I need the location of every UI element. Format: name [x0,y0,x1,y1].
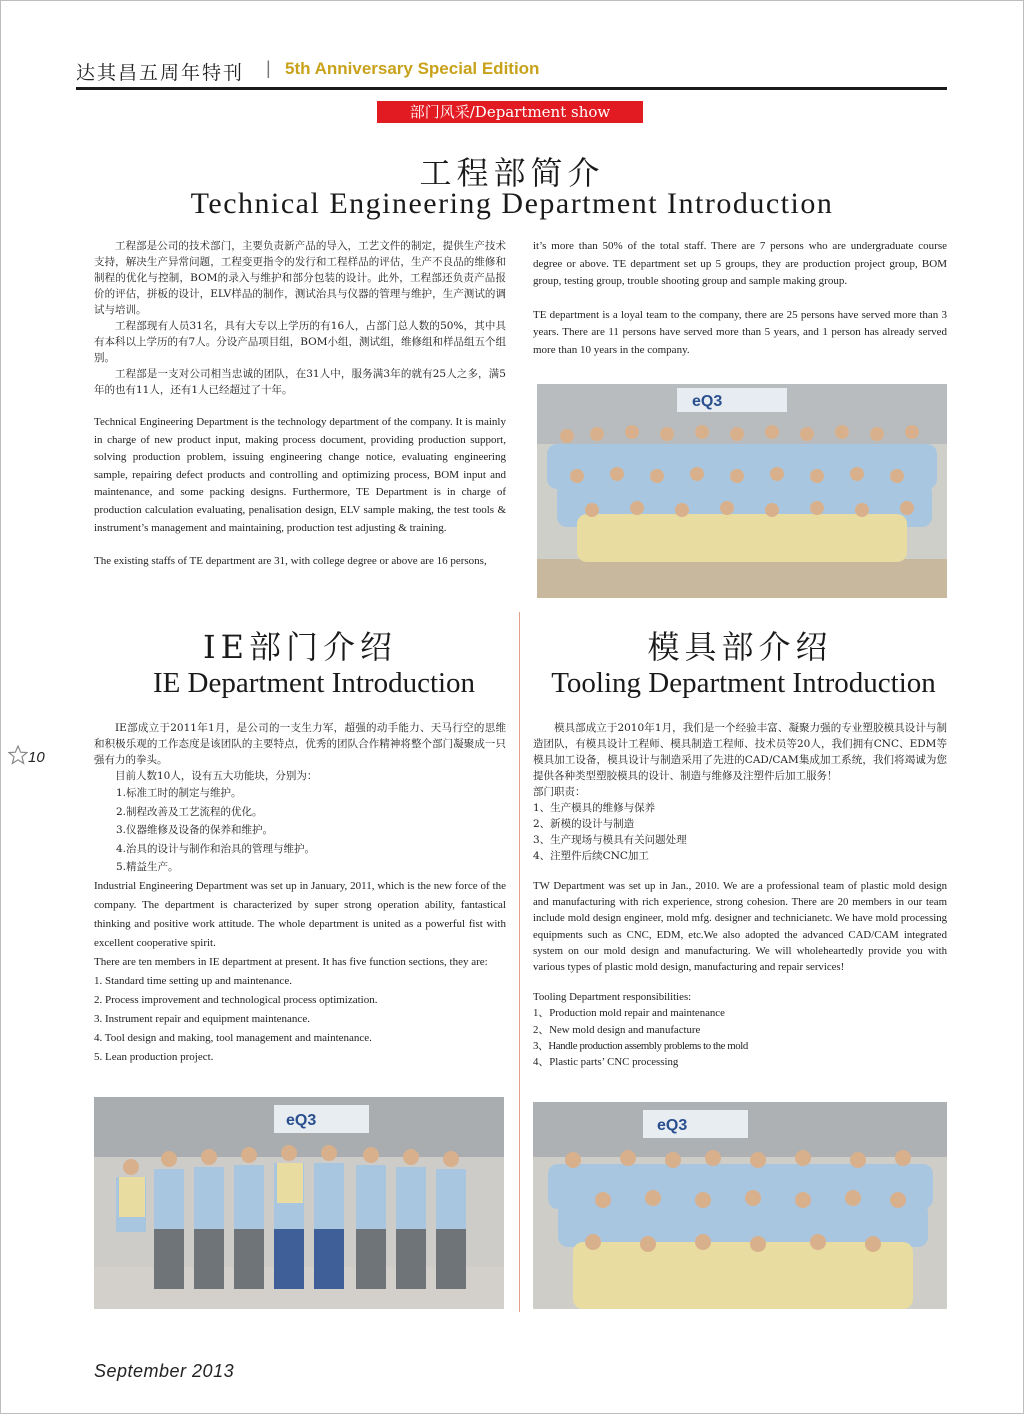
tooling-text-column [533,720,947,1070]
svg-text:eQ3: eQ3 [286,1112,317,1129]
ie-team-photo [94,1097,504,1309]
list-item: 4.治具的设计与制作和治具的管理与维护。 [116,842,316,855]
header-rule [76,87,947,90]
ie-title-en: IE Department Introduction [152,667,476,699]
list-item: 5.精益生产。 [116,861,179,873]
list-item: 2.制程改善及工艺流程的优化。 [116,805,263,818]
te-team-photo [537,384,947,598]
list-item: 1.标准工时的制定与维护。 [116,787,242,799]
tooling-cn-resp-title: 部门职责： [533,786,586,798]
te-cn-paragraph: 工程部现有人员31名，具有大专以上学历的有16人，占部门总人数的50%，其中具有本科以上学历的有7人。分设产品项目组，BOM小组，测试组，维修组和样品组五个组别。 [94,320,506,364]
tooling-en-resp-title: Tooling Department responsibilities: [533,991,692,1004]
ie-cn-intro: IE部成立于2011年1月，是公司的一支生力军，超强的动手能力、天马行空的思维和积极乐观的工作态度是该团队的主要特点，优秀的团队合作精神将整个部门凝聚成一只强有力的拳头。 [94,722,506,766]
ie-text-column [94,720,506,1067]
magazine-title-en: 5th Anniversary Special Edition [285,59,540,78]
tooling-en-list [533,1005,947,1070]
list-item: 3、生产现场与模具有关问题处理 [533,834,687,846]
tooling-en-intro: TW Department was set up in Jan., 2010. We are a professional team of plastic mold design and manufacturing with rich experience, strong cohesion. There are 20 members in our team include mold design engineer, mold mfg. designer and technicianetc. We have mold processing equipments such as CNC, EDM, etc.We also adopted the advanced CAD/CAM integrated system on our mold design and manufacturing. We will wholeheartedly provide you with various types of plastic mold design, manufacturing and repair services! [533,880,947,974]
te-cn-paragraph: 工程部是一支对公司相当忠诚的团队，在31人中，服务满3年的就有25人之多，满5年的也有11人，还有1人已经超过了十年。 [94,368,506,396]
list-item: 1. Standard time setting up and maintenance. [94,974,292,987]
te-en-paragraph: Technical Engineering Department is the technology department of the company. It is mainly in charge of new product input, making process document, providing production support, solving production problem, issuing engineering change notice, evaluating engineering sample, repairing defect products and controlling and optimizing process, BOM input and maintenance, and some packing designs. Furthermore, TE Department is in charge of production calculation evaluating, penalisation design, ELV sample making, the test tools & instrument’s management and maintaining, production test adjusting & training. [94,416,506,534]
list-item: 1、Production mold repair and maintenance [533,1007,725,1020]
svg-text:eQ3: eQ3 [692,393,723,410]
list-item: 4. Tool design and making, tool management and maintenance. [94,1031,372,1044]
te-title-cn: 工程部简介 [419,154,605,192]
tooling-cn-intro: 模具部成立于2010年1月，我们是一个经验丰富、凝聚力强的专业塑胶模具设计与制造团队，有模具设计工程师、模具制造工程师、技术员等20人，我们拥有CNC、EDM等模具加工设备，模具设计与制造采用了先进的CAD/CAM集成加工系统，我们将竭诚为您提供各种类型塑胶模具的设计、制造与维修及注塑件后加工服务！ [533,722,947,782]
list-item: 3、Handle production assembly problems to the mold [533,1039,748,1052]
tooling-cn-list [533,800,947,864]
section-badge: 部门风采/Department show [377,101,643,123]
column-divider [519,612,520,1312]
header-separator: | [266,58,271,78]
star-icon [8,745,28,765]
page-number-text: 10 [28,749,45,766]
te-title-en: Technical Engineering Department Introduction [190,187,834,220]
ie-cn-list [94,784,506,877]
list-item: 3.仪器维修及设备的保养和维护。 [116,824,274,836]
tooling-team-photo [533,1102,947,1309]
list-item: 1、生产模具的维修与保养 [533,802,656,814]
ie-cn-count: 目前人数10人，设有五大功能块，分别为： [115,770,318,782]
list-item: 4、Plastic parts’ CNC processing [533,1056,679,1069]
list-item: 5. Lean production project. [94,1050,214,1063]
te-cn-paragraph: 工程部是公司的技术部门，主要负责新产品的导入，工艺文件的制定，提供生产技术支持，解决生产异常问题，工程变更指令的发行和工程样品的评估，生产不良品的维修和制程的优化与控制，BOM的录入与维护和部分包装的设计。此外，工程部还负责产品报价的评估，拼板的设计，ELV样品的制作，测试治具与仪器的管理与维护，生产测试的调试与培训。 [94,240,506,316]
issue-date: September 2013 [94,1361,235,1381]
tooling-title-cn: 模具部介绍 [647,628,833,666]
ie-en-intro: Industrial Engineering Department was set up in January, 2011, which is the new force of the company. The department is characterized by super strong operation ability, fantastical thinking and positive work attitude. The whole department is united as a powerful fist with excellent cooperative spirit. [94,879,506,949]
ie-en-count: There are ten members in IE department at present. It has five function sections, they are: [94,955,488,968]
te-en-paragraph: TE department is a loyal team to the company, there are 25 persons have served more than 3 years. There are 11 persons have served more than 5 years, and 1 person has already served more than 10 years in the company. [533,308,947,356]
list-item: 3. Instrument repair and equipment maintenance. [94,1012,310,1025]
ie-title-cn: IE部门介绍 [202,628,397,666]
te-right-column [533,238,947,360]
te-en-paragraph: it’s more than 50% of the total staff. There are 7 persons who are undergraduate course degree or above. TE department set up 5 groups, they are production project group, BOM group, testing group, trouble shooting group and sample making group. [533,240,947,288]
magazine-title-cn: 达其昌五周年特刊 [76,62,245,84]
page-number [8,745,45,766]
ie-en-list [94,972,506,1067]
te-en-paragraph: The existing staffs of TE department are 31, with college degree or above are 16 persons, [94,555,487,568]
list-item: 4、注塑件后续CNC加工 [533,850,649,862]
list-item: 2. Process improvement and technological process optimization. [94,993,378,1006]
te-left-column [94,238,506,571]
list-item: 2、新模的设计与制造 [533,818,635,830]
list-item: 2、New mold design and manufacture [533,1023,701,1036]
svg-text:eQ3: eQ3 [657,1117,688,1134]
tooling-title-en: Tooling Department Introduction [551,667,936,699]
